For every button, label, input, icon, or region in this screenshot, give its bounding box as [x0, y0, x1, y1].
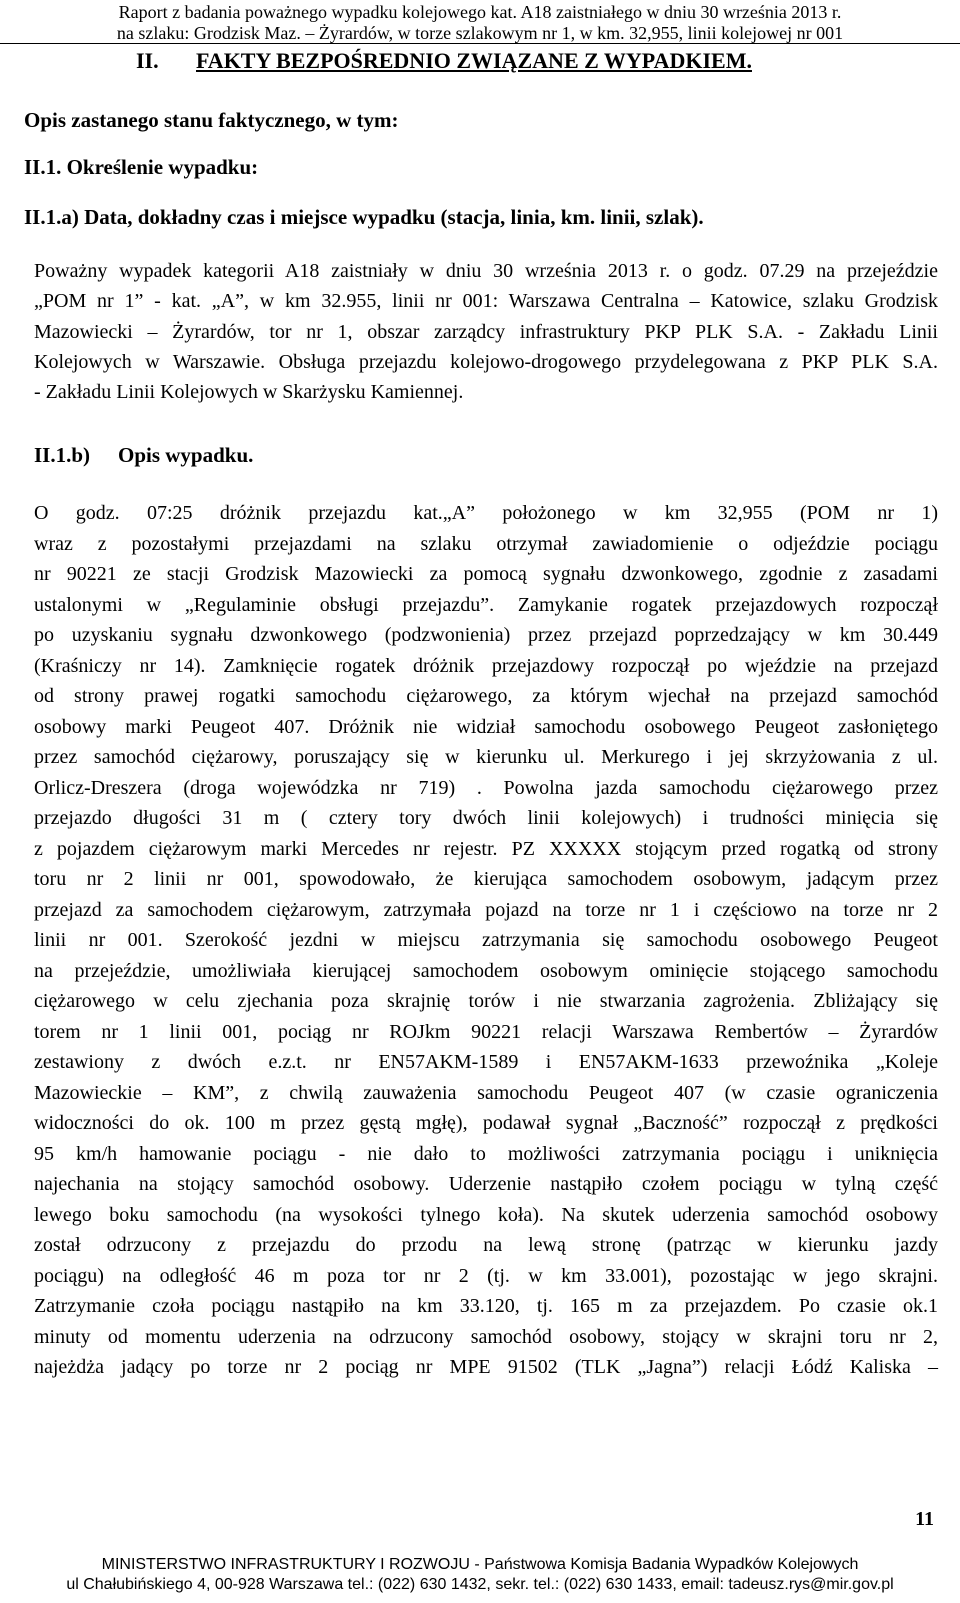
paragraph-b-line: osobowy marki Peugeot 407. Dróżnik nie widział samochodu osobowego Peugeot zasłoniętego: [34, 715, 938, 738]
paragraph-a: [34, 256, 938, 407]
paragraph-b-line: od strony prawej rogatki samochodu ciężarowego, za którym wjechał na przejazd samochód: [34, 685, 938, 707]
paragraph-b-line: został odrzucony z przejazdu do przodu na lewą stronę (patrząc w kierunku jazdy: [34, 1234, 938, 1256]
paragraph-b-line: Zatrzymanie czoła pociągu nastąpiło na km 33.120, tj. 165 m za przejazdem. Po czasie ok.1: [34, 1295, 938, 1317]
paragraph-a-line: - Zakładu Linii Kolejowych w Skarżysku Kamiennej.: [34, 381, 464, 404]
header-line-1: Raport z badania poważnego wypadku kolejowego kat. A18 zaistniałego w dniu 30 września 2013 r.: [118, 2, 842, 22]
header-rule: [0, 43, 960, 44]
paragraph-b-line: najeżdża jadący po torze nr 2 pociąg nr MPE 91502 (TLK „Jagna”) relacji Łódź Kaliska –: [34, 1356, 938, 1378]
paragraph-b-line: przejazdo długości 31 m ( cztery tory dwóch linii kolejowych) i trudności minięcia się: [34, 807, 938, 829]
paragraph-b-line: lewego boku samochodu (na wysokości tylnego koła). Na skutek uderzenia samochód osobowy: [34, 1203, 938, 1226]
paragraph-b-line: przejazd za samochodem ciężarowym, zatrzymała pojazd na torze nr 1 i częściowo na torze nr 2: [34, 898, 938, 921]
paragraph-b-line: widoczności do ok. 100 m przez gęstą mgłę), podawał sygnał „Baczność” rozpoczął z prędkości: [34, 1112, 938, 1134]
section-heading: [136, 48, 752, 74]
section-number: II.: [136, 48, 159, 73]
subsection-b-number: II.1.b): [34, 443, 91, 467]
running-header: [0, 2, 960, 44]
header-line-2: na szlaku: Grodzisk Maz. – Żyrardów, w torze szlakowym nr 1, w km. 32,955, linii kolejowej nr 001: [116, 23, 844, 43]
page-number: 11: [915, 1508, 934, 1530]
paragraph-b-line: po uzyskaniu sygnału dzwonkowego (podzwonienia) przez przejazd poprzedzający w km 30.449: [34, 624, 938, 646]
paragraph-b-line: toru nr 2 linii nr 001, spowodowało, że kierująca samochodem osobowym, jadącym przez: [34, 868, 938, 890]
paragraph-b-line: Orlicz-Dreszera (droga wojewódzka nr 719) . Powolna jazda samochodu ciężarowego przez: [34, 776, 938, 799]
paragraph-b: [34, 498, 938, 1383]
paragraph-a-line: Kolejowych w Warszawie. Obsługa przejazdu kolejowo-drogowego przydelegowana z PKP PLK S.A.: [34, 350, 938, 373]
subsection-b-title: Opis wypadku.: [118, 443, 254, 467]
paragraph-b-line: O godz. 07:25 dróżnik przejazdu kat.„A” położonego w km 32,955 (POM nr 1): [34, 502, 938, 524]
paragraph-b-line: ustalonymi w „Regulaminie obsługi przejazdu”. Zamykanie rogatek przejazdowych rozpoczął: [34, 593, 938, 616]
paragraph-b-line: linii nr 001. Szerokość jezdni w miejscu zatrzymania się samochodu osobowego Peugeot: [34, 929, 938, 951]
subsection-a-heading: II.1.a) Data, dokładny czas i miejsce wypadku (stacja, linia, km. linii, szlak).: [24, 205, 704, 229]
paragraph-b-line: minuty od momentu uderzenia na odrzucony samochód osobowy, stojący w skrajni toru nr 2,: [34, 1325, 938, 1348]
footer-line-2: ul Chałubińskiego 4, 00-928 Warszawa tel.: (022) 630 1432, sekr. tel.: (022) 630 1433, email: tadeusz.rys@mir.gov.pl: [66, 1576, 894, 1593]
paragraph-b-line: przez samochód ciężarowy, poruszający się w kierunku ul. Merkurego i jej skrzyżowania z ul.: [34, 746, 938, 768]
paragraph-b-line: ciężarowego w celu zjechania poza skrajnię torów i nie stwarzania zagrożenia. Zbliżający się: [34, 990, 938, 1012]
paragraph-b-line: Mazowieckie – KM”, z chwilą zauważenia samochodu Peugeot 407 (w czasie ograniczenia: [34, 1081, 938, 1104]
paragraph-b-line: zestawiony z dwóch e.z.t. nr EN57AKM-1589 i EN57AKM-1633 przewoźnika „Koleje: [34, 1051, 938, 1073]
paragraph-b-line: nr 90221 ze stacji Grodzisk Mazowiecki za pomocą sygnału dzwonkowego, zgodnie z zasadami: [34, 563, 938, 585]
intro-heading: Opis zastanego stanu faktycznego, w tym:: [24, 108, 399, 132]
footer-line-1: MINISTERSTWO INFRASTRUKTURY I ROZWOJU - Państwowa Komisja Badania Wypadków Kolejowych: [101, 1556, 859, 1573]
paragraph-b-line: torem nr 1 linii 001, pociąg nr ROJkm 90221 relacji Warszawa Rembertów – Żyrardów: [34, 1020, 938, 1043]
paragraph-b-line: z pojazdem ciężarowym marki Mercedes nr rejestr. PZ XXXXX stojącym przed rogatką od strony: [34, 837, 938, 860]
paragraph-b-line: na przejeździe, umożliwiała kierującej samochodem osobowym ominięcie stojącego samochodu: [34, 959, 938, 982]
paragraph-a-line: Poważny wypadek kategorii A18 zaistniały w dniu 30 września 2013 r. o godz. 07.29 na przejeździe: [34, 260, 938, 282]
section-title: FAKTY BEZPOŚREDNIO ZWIĄZANE Z WYPADKIEM.: [196, 48, 752, 73]
paragraph-b-line: pociągu) na odległość 46 m poza tor nr 2 (tj. w km 33.001), pozostając w jego skrajni.: [34, 1264, 938, 1287]
paragraph-b-line: najechania na stojący samochód osobowy. Uderzenie nastąpiło czołem pociągu w tylną część: [34, 1173, 938, 1195]
subsection-heading: II.1. Określenie wypadku:: [24, 155, 259, 179]
subsection-b-heading: [34, 443, 253, 468]
paragraph-b-line: wraz z pozostałymi przejazdami na szlaku otrzymał zawiadomienie o odjeździe pociągu: [34, 532, 938, 555]
paragraph-a-line: Mazowiecki – Żyrardów, tor nr 1, obszar zarządcy infrastruktury PKP PLK S.A. - Zakładu Linii: [34, 320, 938, 343]
paragraph-b-line: 95 km/h hamowanie pociągu - nie dało to możliwości zatrzymania pociągu i uniknięcia: [34, 1142, 938, 1165]
paragraph-a-line: „POM nr 1” - kat. „A”, w km 32.955, linii nr 001: Warszawa Centralna – Katowice, szlaku Grodzisk: [34, 290, 938, 313]
paragraph-b-line: (Kraśniczy nr 14). Zamknięcie rogatek dróżnik przejazdowy rozpoczął po wjeździe na przejazd: [34, 654, 938, 677]
